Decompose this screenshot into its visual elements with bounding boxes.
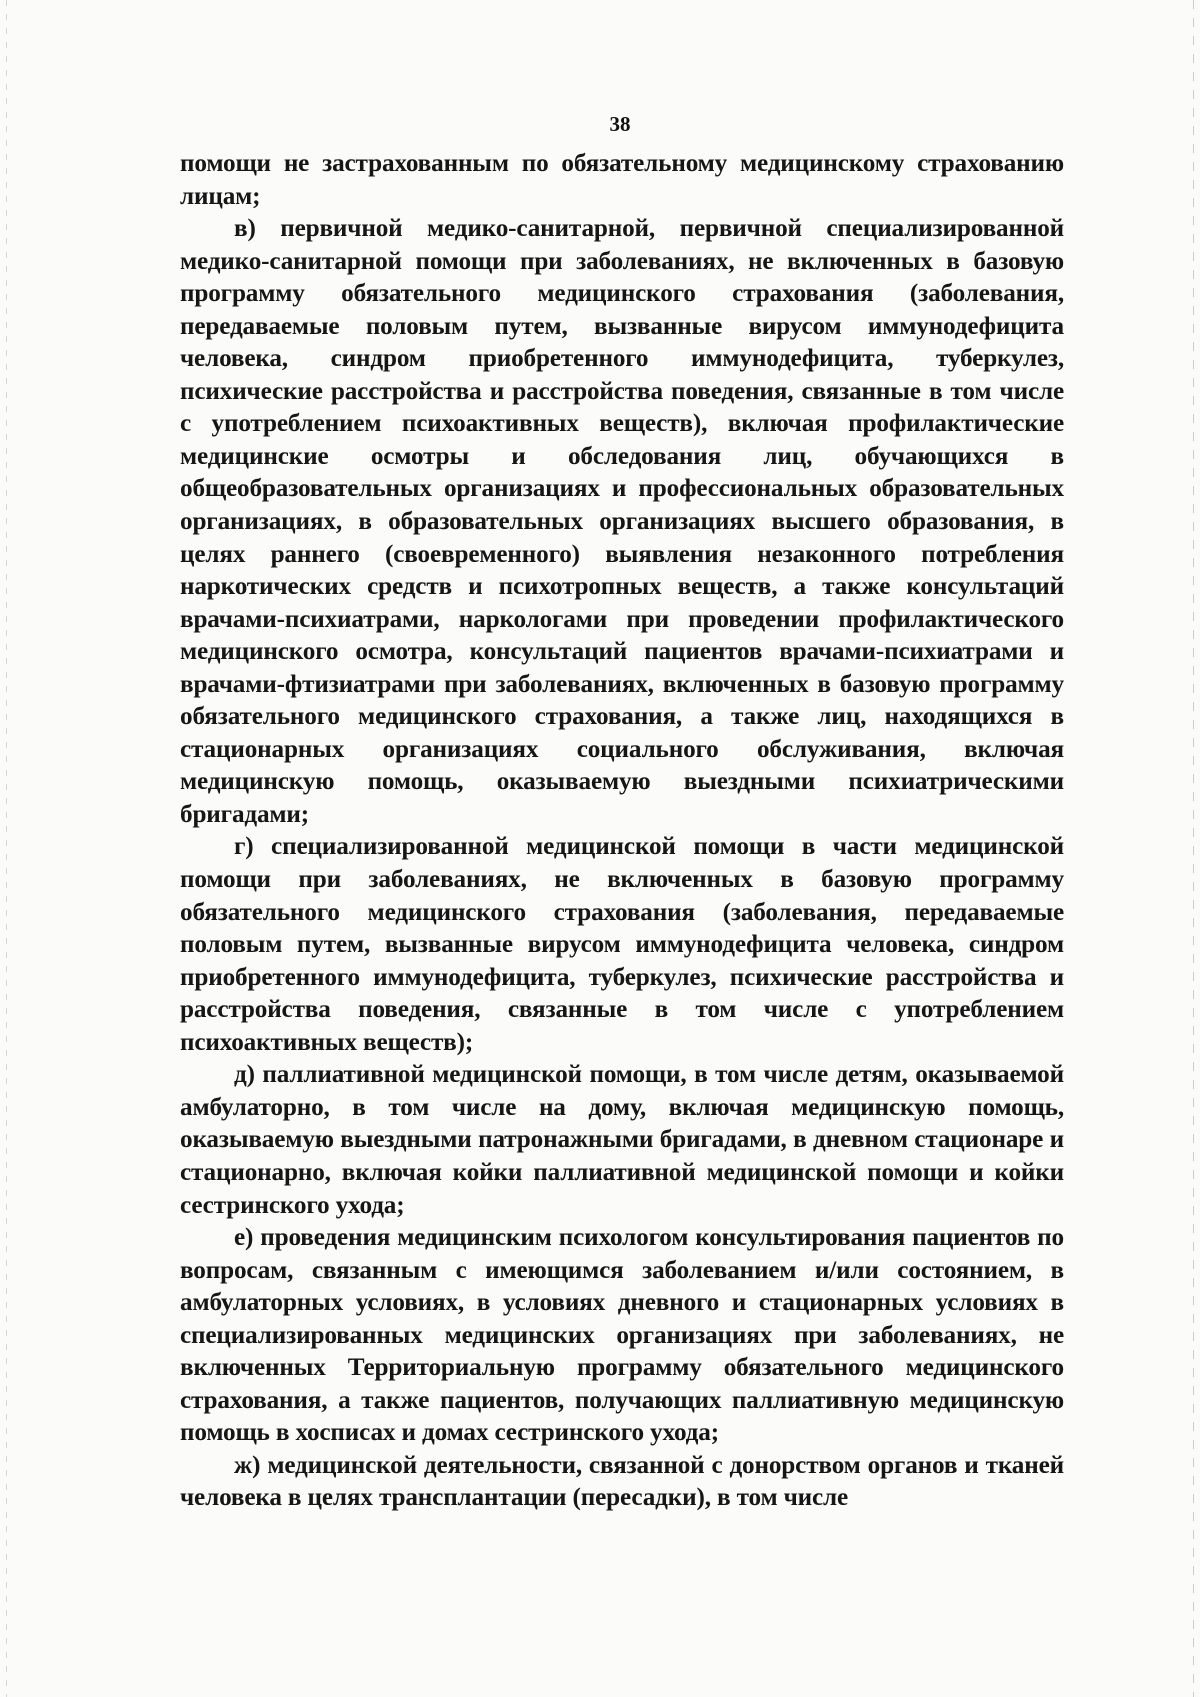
scan-edge-left bbox=[6, 0, 7, 1697]
paragraph-item-zh: ж) медицинской деятельности, связанной с донорством органов и тканей человека в целях трансплантации (пересадки), в том числе bbox=[180, 1451, 1064, 1512]
paragraph-item-e: е) проведения медицинским психологом консультирования пациентов по вопросам, связанным с имеющимся заболеванием и/или состоянием, в амбулаторных условиях, в условиях дневного и стационарных условиях в специализированных медицинских организациях при заболеваниях, не включенных Территориальную программу обязательного медицинского страхования, а также пациентов, получающих паллиативную медицинскую помощь в хосписах и домах сестринского ухода; bbox=[180, 1224, 1064, 1447]
scan-edge-right bbox=[1193, 0, 1194, 1697]
paragraph-continuation: помощи не застрахованным по обязательному медицинскому страхованию лицам; bbox=[180, 150, 1064, 210]
paragraph-item-v: в) первичной медико-санитарной, первичной специализированной медико-санитарной помощи при заболеваниях, не включенных в базовую программу обязательного медицинского страхования (заболевания, передаваемые половым путем, вызванные вирусом иммунодефицита человека, синдром приобретенного иммунодефицита, туберкулез, психические расстройства и расстройства поведения, связанные в том числе с употреблением психоактивных веществ), включая профилактические медицинские осмотры и обследования лиц, обучающихся в общеобразовательных организациях и профессиональных образовательных организациях, в образовательных организациях высшего образования, в целях раннего (своевременного) выявления незаконного потребления наркотических средств и психотропных веществ, а также консультаций врачами-психиатрами, наркологами при проведении профилактического медицинского осмотра, консультаций пациентов врачами-психиатрами и врачами-фтизиатрами при заболеваниях, включенных в базовую программу обязательного медицинского страхования, а также лиц, находящихся в стационарных организациях социального обслуживания, включая медицинскую помощь, оказываемую выездными психиатрическими бригадами; bbox=[180, 215, 1064, 828]
document-body bbox=[180, 148, 1064, 1515]
paragraph-item-d: д) паллиативной медицинской помощи, в том числе детям, оказываемой амбулаторно, в том числе на дому, включая медицинскую помощь, оказываемую выездными патронажными бригадами, в дневном стационаре и стационарно, включая койки паллиативной медицинской помощи и койки сестринского ухода; bbox=[180, 1061, 1064, 1219]
page-number: 38 bbox=[609, 112, 631, 136]
paragraph-item-g: г) специализированной медицинской помощи в части медицинской помощи при заболеваниях, не включенных в базовую программу обязательного медицинского страхования (заболевания, передаваемые половым путем, вызванные вирусом иммунодефицита человека, синдром приобретенного иммунодефицита, туберкулез, психические расстройства и расстройства поведения, связанные в том числе с употреблением психоактивных веществ); bbox=[180, 833, 1064, 1056]
